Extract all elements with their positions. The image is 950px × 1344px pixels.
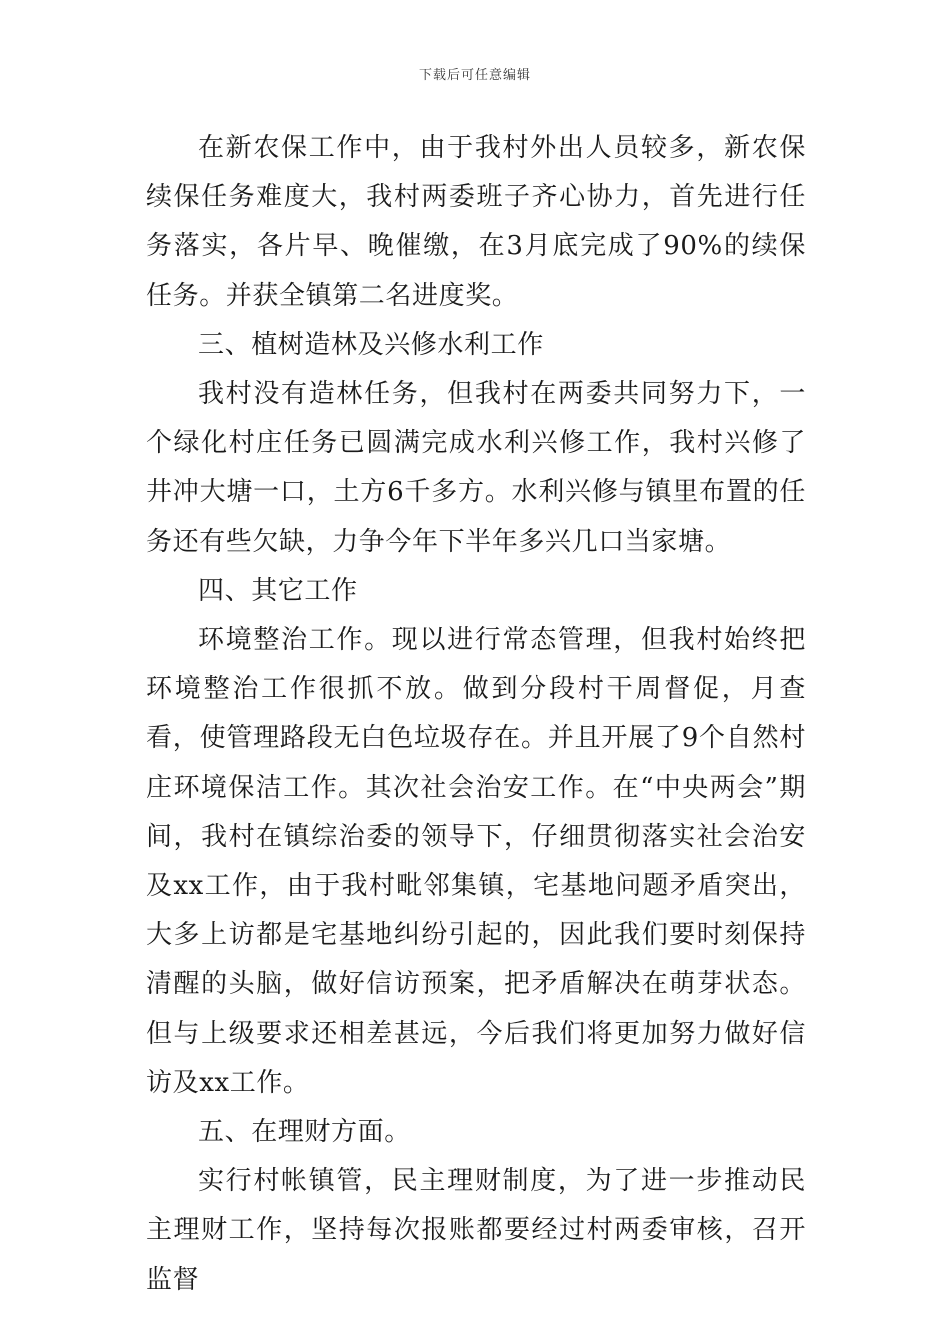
section-heading-other-work: 四、其它工作: [198, 575, 358, 606]
page-header-note: 下载后可任意编辑: [418, 68, 531, 83]
section-heading-afforestation: 三、植树造林及兴修水利工作: [198, 329, 544, 360]
document-body: [146, 124, 806, 1305]
paragraph-finance: 实行村帐镇管，民主理财制度，为了进一步推动民主理财工作，坚持每次报账都要经过村两委审核，召开监督: [146, 1166, 806, 1295]
paragraph-afforestation: 我村没有造林任务，但我村在两委共同努力下，一个绿化村庄任务已圆满完成水利兴修工作，我村兴修了井冲大塘一口，土方6千多方。水利兴修与镇里布置的任务还有些欠缺，力争今年下半年多兴几口当家塘。: [146, 379, 806, 557]
section-heading-finance: 五、在理财方面。: [198, 1117, 411, 1148]
paragraph-pension-work: 在新农保工作中，由于我村外出人员较多，新农保续保任务难度大，我村两委班子齐心协力，首先进行任务落实，各片早、晚催缴，在3月底完成了90%的续保任务。并获全镇第二名进度奖。: [146, 133, 806, 311]
paragraph-other-work: 环境整治工作。现以进行常态管理，但我村始终把环境整治工作很抓不放。做到分段村干周督促，月查看，使管理路段无白色垃圾存在。并且开展了9个自然村庄环境保洁工作。其次社会治安工作。在“中央两会”期间，我村在镇综治委的领导下，仔细贯彻落实社会治安及xx工作，由于我村毗邻集镇，宅基地问题矛盾突出，大多上访都是宅基地纠纷引起的，因此我们要时刻保持清醒的头脑，做好信访预案，把矛盾解决在萌芽状态。但与上级要求还相差甚远，今后我们将更加努力做好信访及xx工作。: [146, 625, 806, 1098]
